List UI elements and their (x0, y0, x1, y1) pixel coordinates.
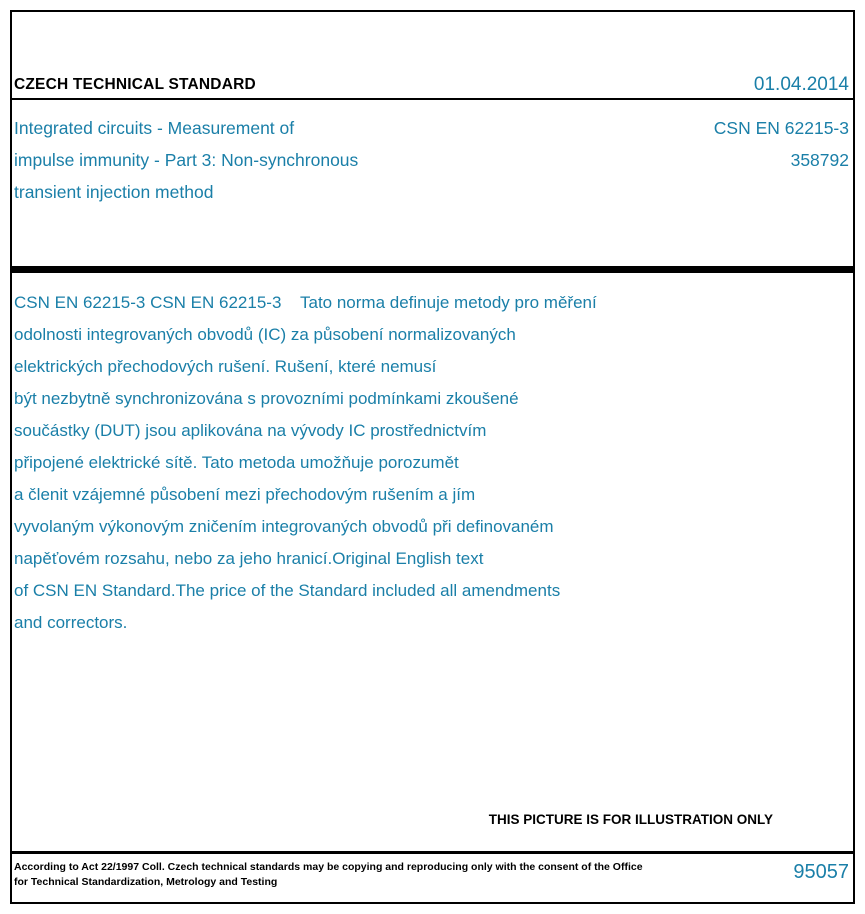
footer-divider (12, 851, 853, 854)
order-number: 95057 (793, 861, 849, 883)
standard-title (14, 112, 574, 208)
catalog-number: 358792 (790, 150, 849, 170)
abstract-line-1: CSN EN 62215-3 CSN EN 62215-3 Tato norma definuje metody pro měření (14, 293, 597, 312)
abstract-line-4: být nezbytně synchronizována s provozními podmínkami zkoušené (14, 389, 519, 408)
standard-designation: CSN EN 62215-3 (713, 118, 849, 138)
document-footer (14, 860, 851, 890)
disclaimer-line-2: for Technical Standardization, Metrology and Testing (14, 876, 278, 888)
disclaimer-line-1: According to Act 22/1997 Coll. Czech technical standards may be copying and reproducing only with the consent of the Office (14, 861, 643, 873)
header-divider (12, 98, 853, 100)
abstract-line-5: součástky (DUT) jsou aplikována na vývody IC prostřednictvím (14, 421, 487, 440)
standard-identifiers (589, 112, 851, 208)
publication-date: 01.04.2014 (753, 74, 849, 95)
title-line-3: transient injection method (14, 182, 214, 202)
abstract-line-3: elektrických přechodových rušení. Rušení, které nemusí (14, 357, 437, 376)
copyright-disclaimer (14, 860, 643, 890)
abstract-line-7: a členit vzájemné působení mezi přechodovým rušením a jím (14, 485, 476, 504)
document-header (14, 62, 851, 98)
abstract-line-2: odolnosti integrovaných obvodů (IC) za působení normalizovaných (14, 325, 516, 344)
illustration-disclaimer: THIS PICTURE IS FOR ILLUSTRATION ONLY (488, 812, 773, 827)
abstract-text (14, 287, 814, 639)
title-line-1: Integrated circuits - Measurement of (14, 118, 295, 138)
title-line-2: impulse immunity - Part 3: Non-synchronous (14, 150, 359, 170)
abstract-line-11: and correctors. (14, 613, 128, 632)
standard-type-label: CZECH TECHNICAL STANDARD (14, 76, 256, 93)
abstract-line-9: napěťovém rozsahu, nebo za jeho hranicí.Original English text (14, 549, 484, 568)
abstract-divider (12, 266, 853, 273)
abstract-line-6: připojené elektrické sítě. Tato metoda umožňuje porozumět (14, 453, 459, 472)
title-block (14, 112, 851, 208)
abstract-line-8: vyvolaným výkonovým zničením integrovaných obvodů při definovaném (14, 517, 554, 536)
abstract-line-10: of CSN EN Standard.The price of the Standard included all amendments (14, 581, 561, 600)
